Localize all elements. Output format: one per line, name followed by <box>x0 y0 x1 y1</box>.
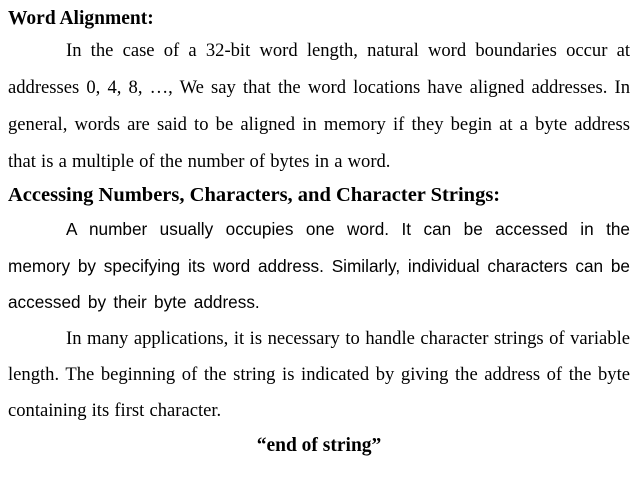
accessing-numbers-heading: Accessing Numbers, Characters, and Character Strings: <box>8 184 501 206</box>
character-strings-paragraph: In many applications, it is necessary to handle character strings of variable length. The beginning of the string is indicated by giving the address of the byte containing its first character. <box>8 327 630 421</box>
end-of-string-label: “end of string” <box>256 434 382 456</box>
word-alignment-heading: Word Alignment: <box>8 8 154 29</box>
number-access-paragraph: A number usually occupies one word. It can be accessed in the memory by specifying its word address. Similarly, individual characters can be accessed by their byte address. <box>8 219 630 312</box>
word-alignment-paragraph: In the case of a 32-bit word length, natural word boundaries occur at addresses 0, 4, 8, …, We say that the word locations have aligned addresses. In general, words are said to be aligned in memory if they begin at a byte address that is a multiple of the number of bytes in a word. <box>8 40 630 172</box>
